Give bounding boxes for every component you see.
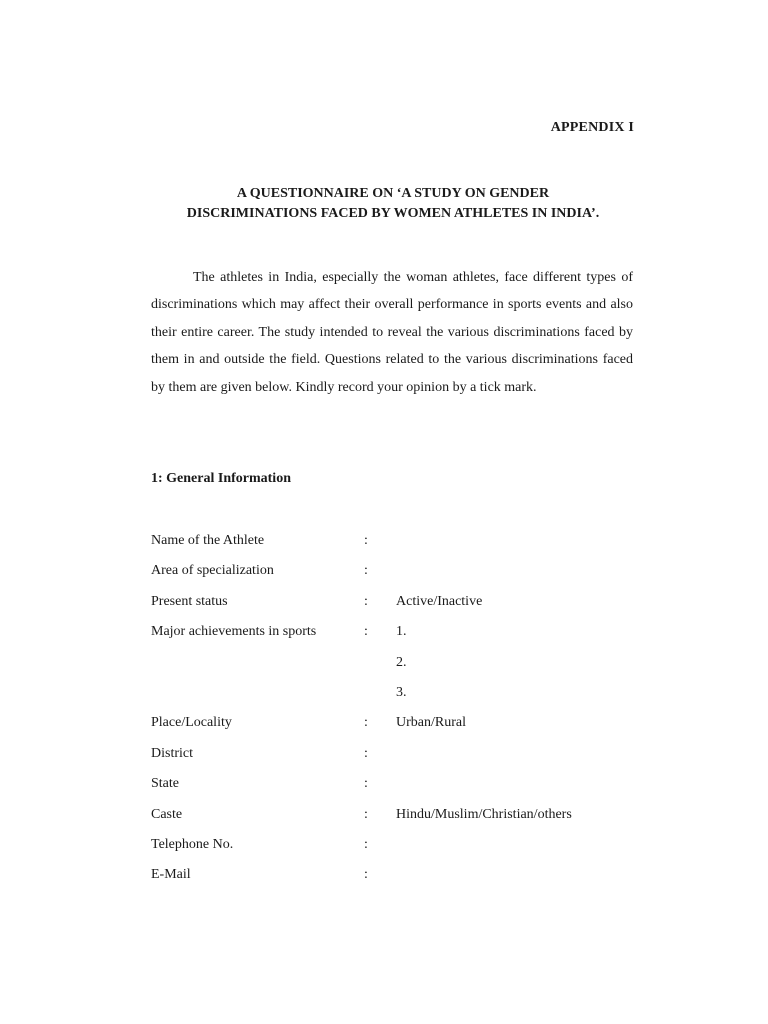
field-colon: : <box>364 806 368 822</box>
questionnaire-title <box>151 184 635 224</box>
field-value: 3. <box>396 684 407 700</box>
field-label: Major achievements in sports <box>151 624 317 640</box>
title-line-1: A QUESTIONNAIRE ON ‘A STUDY ON GENDER <box>236 186 550 201</box>
field-colon: : <box>364 533 368 548</box>
field-row-specialization <box>151 561 635 591</box>
field-row-state <box>151 774 635 804</box>
field-label: Present status <box>151 593 228 609</box>
field-row-caste <box>151 805 635 835</box>
field-colon: : <box>364 624 368 640</box>
field-colon: : <box>364 776 368 792</box>
field-colon: : <box>364 593 368 609</box>
intro-paragraph: The athletes in India, especially the woman athletes, face different types of discriminations which may affect their overall performance in sports events and also their entire career. The study intended to reveal the various discriminations faced by them in and outside the field. Questions related to the various discriminations faced by them are given below. Kindly record your opinion by a tick mark. <box>151 270 633 395</box>
general-info-table <box>151 531 635 896</box>
field-colon: : <box>364 745 368 761</box>
field-row-achievements <box>151 622 635 652</box>
field-colon: : <box>364 867 368 883</box>
field-value: Active/Inactive <box>396 593 483 609</box>
field-label: Area of specialization <box>151 563 274 579</box>
field-value: Urban/Rural <box>396 715 466 731</box>
field-row-achievement-2 <box>151 653 635 683</box>
field-label: State <box>151 776 179 792</box>
field-label: Name of the Athlete <box>151 533 265 548</box>
field-label: District <box>151 745 193 761</box>
field-row-achievement-3 <box>151 683 635 713</box>
field-row-status <box>151 592 635 622</box>
field-row-district <box>151 744 635 774</box>
field-row-name <box>151 531 635 561</box>
field-colon: : <box>364 836 368 852</box>
field-label: E-Mail <box>151 867 191 883</box>
field-value: 1. <box>396 624 407 640</box>
field-label: Telephone No. <box>151 836 234 852</box>
field-label: Caste <box>151 806 183 822</box>
field-row-email <box>151 865 635 895</box>
appendix-label: APPENDIX I <box>550 120 634 135</box>
field-value: 2. <box>396 654 407 670</box>
field-label: Place/Locality <box>151 715 232 731</box>
field-row-locality <box>151 713 635 743</box>
section-heading: 1: General Information <box>151 471 291 486</box>
title-line-2: DISCRIMINATIONS FACED BY WOMEN ATHLETES IN INDIA’. <box>186 206 600 221</box>
field-row-telephone <box>151 835 635 865</box>
field-colon: : <box>364 563 368 579</box>
field-value: Hindu/Muslim/Christian/others <box>396 806 572 822</box>
field-colon: : <box>364 715 368 731</box>
